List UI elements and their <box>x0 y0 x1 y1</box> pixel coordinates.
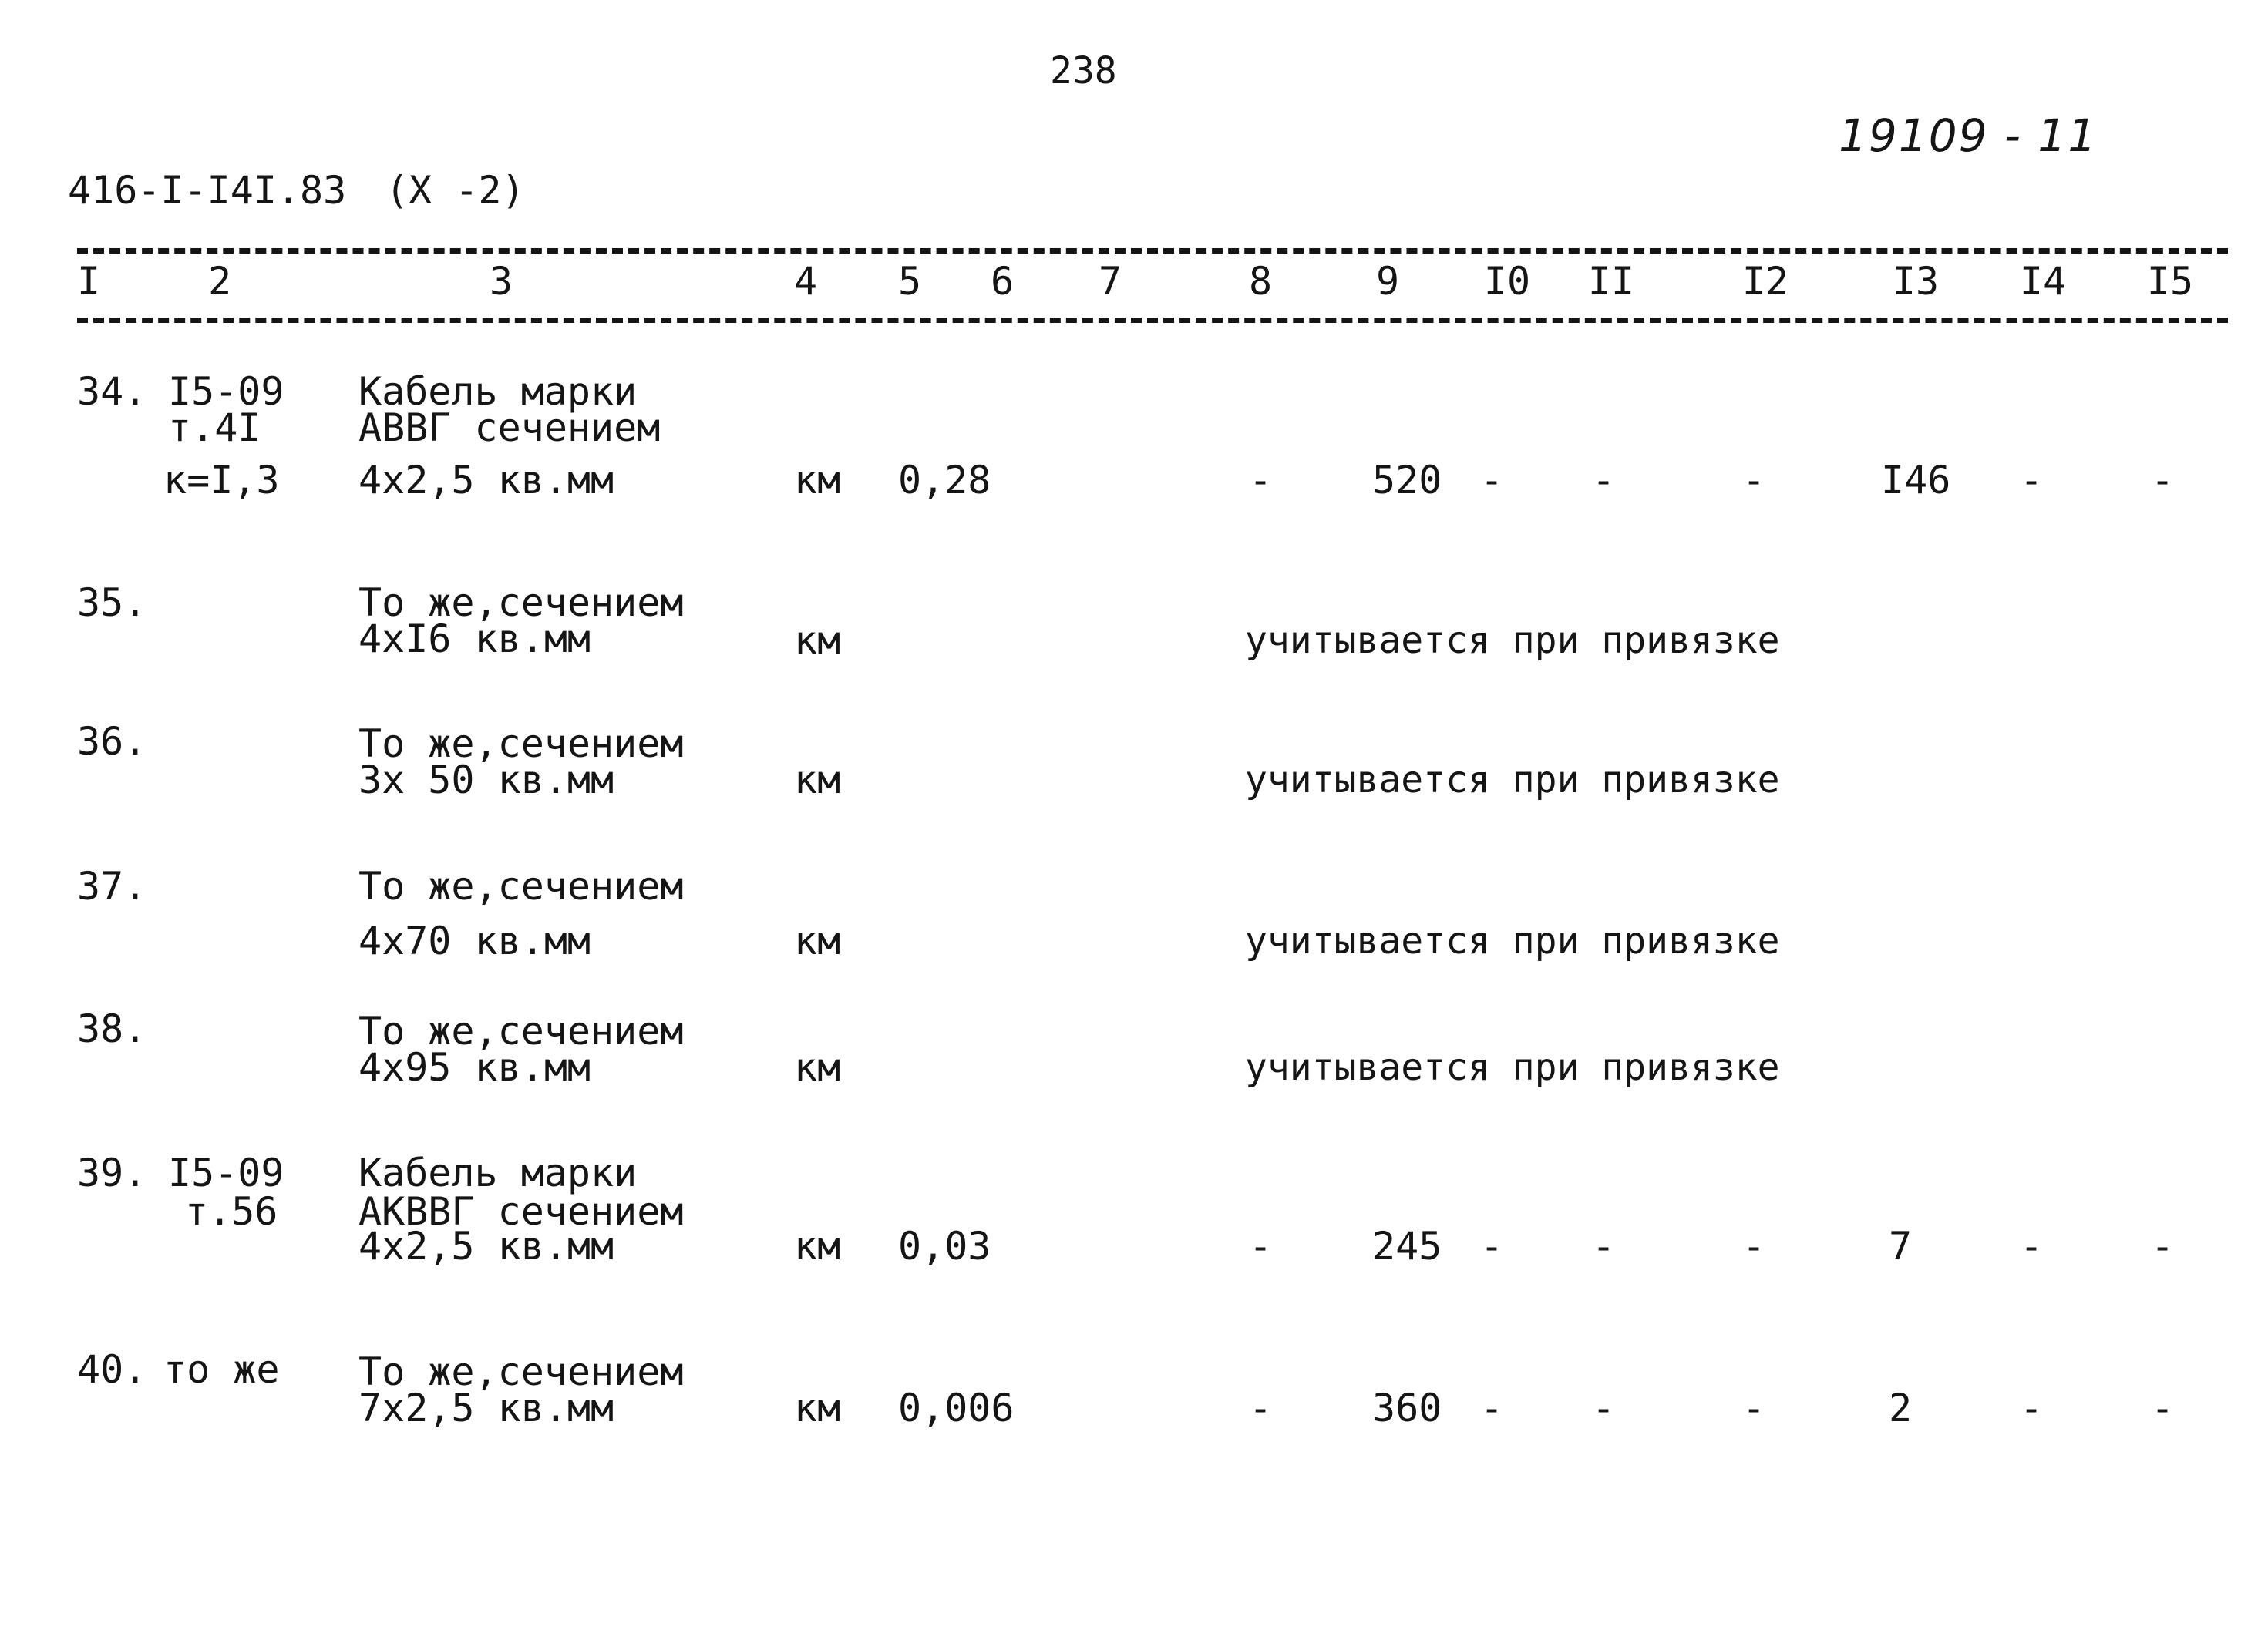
row-number: 35. <box>77 580 147 625</box>
row-col15: - <box>2151 1386 2175 1430</box>
row-col5: 0,006 <box>898 1386 1015 1430</box>
row-col5: 0,03 <box>898 1224 991 1269</box>
row-col14: - <box>2020 1224 2044 1269</box>
column-header: 8 <box>1248 259 1273 304</box>
row-col10: - <box>1480 1224 1504 1269</box>
header-top-rule <box>77 248 2228 254</box>
row-col9: 360 <box>1372 1386 1442 1430</box>
row-col13: 7 <box>1889 1224 1913 1269</box>
document-code: 416-I-I4I.83 <box>68 168 347 213</box>
row-note: учитывается при привязке <box>1245 919 1780 963</box>
handwritten-reference: 19109 - 11 <box>1839 109 2098 162</box>
row-col12: - <box>1742 1386 1766 1430</box>
row-name: 4хI6 кв.мм <box>358 617 591 661</box>
row-name: То же,сечением <box>358 721 684 766</box>
row-number: 38. <box>77 1007 147 1051</box>
row-col13: I46 <box>1881 458 1951 502</box>
row-note: учитывается при привязке <box>1245 758 1780 802</box>
row-col5: 0,28 <box>898 458 991 502</box>
row-code: I5-09 <box>168 1151 284 1195</box>
column-header: 7 <box>1098 259 1122 304</box>
row-col14: - <box>2020 458 2044 502</box>
page-number: 238 <box>1050 49 1117 92</box>
row-col8: - <box>1249 1386 1273 1430</box>
row-name: АВВГ сечением <box>358 405 661 450</box>
row-code: I5-09 <box>168 369 284 414</box>
row-number: 34. <box>77 369 147 414</box>
row-code: т.56 <box>185 1189 278 1234</box>
row-col10: - <box>1480 1386 1504 1430</box>
row-col15: - <box>2151 1224 2175 1269</box>
row-col13: 2 <box>1889 1386 1913 1430</box>
row-unit: км <box>794 1224 841 1269</box>
row-number: 40. <box>77 1347 147 1392</box>
row-number: 39. <box>77 1151 147 1195</box>
column-header: II <box>1587 259 1635 304</box>
row-unit: км <box>794 1386 841 1430</box>
row-col12: - <box>1742 458 1766 502</box>
column-header: 6 <box>990 259 1015 304</box>
row-number: 37. <box>77 864 147 909</box>
column-header: 9 <box>1375 259 1400 304</box>
column-header: 5 <box>897 259 922 304</box>
row-col10: - <box>1480 458 1504 502</box>
column-header: I <box>76 259 101 304</box>
column-header: I4 <box>2019 259 2067 304</box>
row-col12: - <box>1742 1224 1766 1269</box>
row-name: 3х 50 кв.мм <box>358 758 614 802</box>
row-name: То же,сечением <box>358 864 684 909</box>
row-col14: - <box>2020 1386 2044 1430</box>
document-variant: (X -2) <box>385 168 525 213</box>
row-col8: - <box>1249 1224 1273 1269</box>
row-name: 4х2,5 кв.мм <box>358 458 614 502</box>
row-name: Кабель марки <box>358 369 638 414</box>
row-name: 4х95 кв.мм <box>358 1045 591 1090</box>
column-header: I3 <box>1892 259 1940 304</box>
column-header: I0 <box>1483 259 1531 304</box>
row-name: То же,сечением <box>358 1349 684 1394</box>
row-name: То же,сечением <box>358 1009 684 1054</box>
row-unit: км <box>794 919 841 963</box>
row-unit: км <box>794 1045 841 1090</box>
row-col11: - <box>1592 1224 1616 1269</box>
row-note: учитывается при привязке <box>1245 1046 1780 1089</box>
row-col8: - <box>1249 458 1273 502</box>
row-name: Кабель марки <box>358 1151 638 1195</box>
row-code: т.4I <box>168 405 261 450</box>
row-name: 4х2,5 кв.мм <box>358 1224 614 1269</box>
row-col11: - <box>1592 458 1616 502</box>
row-note: учитывается при привязке <box>1245 619 1780 662</box>
row-col9: 245 <box>1372 1224 1442 1269</box>
row-name: То же,сечением <box>358 580 684 625</box>
header-bottom-rule <box>77 318 2228 323</box>
row-code: к=I,3 <box>163 458 280 502</box>
row-col9: 520 <box>1372 458 1442 502</box>
row-col11: - <box>1592 1386 1616 1430</box>
column-header: 4 <box>793 259 818 304</box>
row-unit: км <box>794 458 841 502</box>
row-number: 36. <box>77 719 147 764</box>
row-unit: км <box>794 758 841 802</box>
row-name: 7х2,5 кв.мм <box>358 1386 614 1430</box>
column-header: 2 <box>207 259 232 304</box>
row-code: то же <box>163 1347 280 1392</box>
column-header: I5 <box>2146 259 2194 304</box>
row-name: АКВВГ сечением <box>358 1189 684 1234</box>
row-name: 4х70 кв.мм <box>358 919 591 963</box>
column-header: I2 <box>1741 259 1789 304</box>
row-unit: км <box>794 618 841 663</box>
row-col15: - <box>2151 458 2175 502</box>
column-header: 3 <box>489 259 513 304</box>
